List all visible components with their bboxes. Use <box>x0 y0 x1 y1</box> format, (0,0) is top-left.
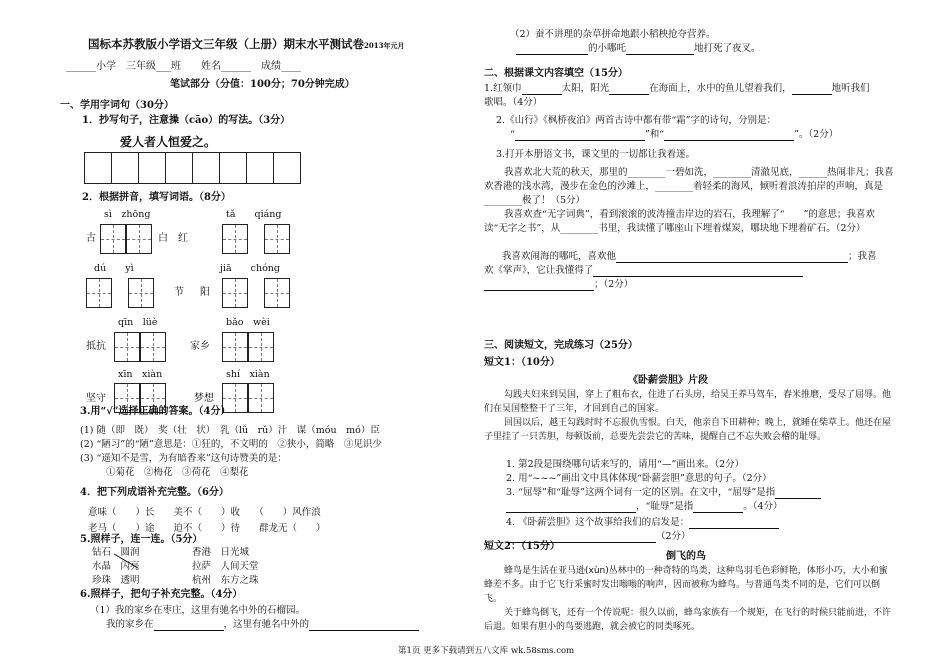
copy-box[interactable] <box>84 152 112 184</box>
r-q3-prompt: 3.打开本册语文书，课文里的一切都让我着迷。 <box>496 149 696 160</box>
pinyin-box[interactable] <box>86 278 112 308</box>
pinyin-label: xīn xiàn <box>118 369 163 380</box>
q6-blank-1[interactable] <box>154 619 224 631</box>
passage-1-q3-line-2 <box>506 500 783 513</box>
copy-box[interactable] <box>165 152 193 184</box>
section-2-heading: 二、根据课文内容填空（15分） <box>484 68 628 79</box>
r-q1-text-a: 1.红领巾 <box>484 83 522 94</box>
r-q3-line-5 <box>484 278 633 291</box>
pinyin-box[interactable] <box>100 224 126 254</box>
match-left-item[interactable]: 水晶 闪亮 <box>92 561 140 572</box>
q2-prompt: 2．根据拼音，填写词语。（8分） <box>82 192 231 203</box>
passage-1-q3-blank-3[interactable] <box>693 501 743 513</box>
pinyin-box[interactable] <box>128 278 154 308</box>
q6-fill-text-1: 我的家乡在 <box>106 619 154 630</box>
r-q1-text-d: 地听我们 <box>831 83 870 94</box>
r-top-blank-2[interactable] <box>626 43 694 55</box>
q4-row-1[interactable]: 意味（ ）长 美不（ ）收 （ ）风作浪 <box>88 507 321 518</box>
word-char: 古 <box>86 233 96 244</box>
r-q1-blank-2[interactable] <box>609 83 649 95</box>
r-top-line-2 <box>516 42 761 55</box>
word-char: 梦想 <box>194 393 214 404</box>
pinyin-box[interactable] <box>126 224 152 254</box>
q6-fill-line <box>106 618 419 631</box>
word-char: 阳 <box>200 287 210 298</box>
q6-blank-2[interactable] <box>309 619 419 631</box>
q1-sentence: 爱人者人恒爱之。 <box>120 135 217 149</box>
passage-1-title: 《卧薪尝胆》片段 <box>628 375 708 386</box>
r-q3-blank-b[interactable] <box>593 265 803 277</box>
r-q2-connector: ”和“ <box>644 129 665 140</box>
match-right-item[interactable]: 香港 日光城 <box>192 547 250 558</box>
passage-2-para-1: 蜂鸟是生活在亚马逊(xùn)丛林中的一种奇特的鸟类，这种鸟羽毛色彩鲜艳，体形小巧，大小和蜜蜂差不多。由于它飞行采蜜时发出嗡嗡的响声，因而被称为蜂鸟。与普通鸟类不同的是，它们可以倒飞。 <box>484 566 888 604</box>
passage-1-q4 <box>506 516 779 529</box>
copy-box[interactable] <box>273 152 301 184</box>
page-footer: 第1页 更多下载请到五八文库 wk.58sms.com <box>398 646 575 656</box>
r-q2-prompt: 2.《山行》《枫桥夜泊》两首古诗中都有带“霜”字的诗句，分别是： <box>496 115 777 126</box>
q3-item-1[interactable]: (1) 随（即 既） 奖（壮 状） 乳（lǚ rǔ）汁 谋（móu mó）臣 <box>80 425 380 436</box>
r-q1-blank-1[interactable] <box>522 83 562 95</box>
r-q3-text-c: 欢《掌声》，它让我懂得了 <box>484 265 594 276</box>
r-q1-end: 歌唱。（4分） <box>484 97 543 108</box>
pinyin-label: bǎo wèi <box>226 317 270 328</box>
pinyin-box[interactable] <box>222 278 248 308</box>
passage-2-para-2: 关于蜂鸟倒飞，还有一个传说呢：很久以前，蜂鸟家族有一个规矩，在飞行的时候只能前进，不许后退。如果有胆小的鸟要逃跑，就会被它的同类啄死。 <box>484 608 892 632</box>
r-q1-text-b: 太阳，阳光 <box>561 83 610 94</box>
word-char: 家乡 <box>190 341 210 352</box>
passage-1-q4-blank-1[interactable] <box>689 517 779 529</box>
word-char: 白 红 <box>158 233 188 244</box>
q3-options[interactable]: ①菊花 ②梅花 ③荷花 ④梨花 <box>106 467 249 478</box>
section-1-heading: 一、学用字词句（30分） <box>60 100 174 111</box>
r-q1-line <box>484 82 870 95</box>
match-left-item[interactable]: 钻石 圆润 <box>92 547 140 558</box>
pinyin-box[interactable] <box>140 332 166 362</box>
page-title <box>88 36 404 52</box>
passage-2-title: 倒飞的鸟 <box>666 551 706 562</box>
pinyin-box[interactable] <box>264 278 290 308</box>
r-q2-blank-1[interactable] <box>515 129 645 141</box>
match-example-line <box>112 552 142 572</box>
q5-prompt: 5.照样子，连一连。（5分） <box>80 534 203 545</box>
word-char: 坚守 <box>86 393 106 404</box>
pinyin-box[interactable] <box>248 332 274 362</box>
r-q1-text-c: 在海面上，水中的鱼儿望着我们， <box>649 83 792 94</box>
passage-1-q3-text-c: 。（4分） <box>743 501 783 512</box>
copy-box[interactable] <box>111 152 139 184</box>
r-q2-quote-open: “ <box>510 129 515 140</box>
r-top-line-1: （2）蚕不讲理的杂草拼命地跟小稻秧抢夺营养。 <box>510 29 716 40</box>
q6-example: （1）我的家乡在枣庄，这里有驰名中外的石榴园。 <box>90 605 306 616</box>
r-q2-blank-2[interactable] <box>664 129 794 141</box>
student-info-line: ______小学 三年级___班 姓名______ 成绩____ <box>66 61 301 72</box>
passage-1-q2: 2. 用“~~~”画出文中具体体现“卧薪尝胆”意思的句子。（2分） <box>506 473 772 484</box>
copy-box[interactable] <box>192 152 220 184</box>
q3-item-2[interactable]: (2) “陋习”的“陋”意思是：①狂的，不文明的 ②狭小，简略 ③见识少 <box>80 439 382 450</box>
section-subtitle: 笔试部分（分值：100分；70分钟完成） <box>170 79 355 90</box>
pinyin-box[interactable] <box>222 332 248 362</box>
q3-prompt: 3.用“√”选择正确的答案。（4分） <box>80 406 231 417</box>
passage-1-q3-text-a: 3. “屈辱”和“耻辱”这两个词有一定的区别。在文中，“屈辱”是指 <box>506 487 776 498</box>
word-char: 节 <box>174 287 184 298</box>
passage-1-q3 <box>506 486 821 499</box>
q3-item-3: (3) “遥知不是雪，为有暗香来”这句诗赞美的是： <box>80 453 287 464</box>
passage-1-para-2: 回国以后，越王勾践时时不忘报仇雪恨。白天，他亲自下田耕种；晚上，就睡在柴草上。他还在屋子里挂了一只苦胆，每顿饭前，总要先尝尝它的苦味，提醒自己不忘失败会稽的耻辱。 <box>484 418 892 442</box>
r-top-text-1: 的小哪吒 <box>588 43 627 54</box>
r-top-text-2: 地打死了夜叉。 <box>694 43 761 54</box>
r-q3-text-d: ；（2分） <box>594 279 634 290</box>
pinyin-label: tǎ qiáng <box>226 209 282 220</box>
section-3-heading: 三、阅读短文，完成练习（25分） <box>484 340 638 351</box>
passage-1-q3-blank-1[interactable] <box>775 487 821 499</box>
pinyin-label: jiā chóng <box>220 263 281 274</box>
match-left-item[interactable]: 珍珠 透明 <box>92 575 140 586</box>
q1-prompt: 1．抄写句子，注意操（cāo）的写法。（3分） <box>82 115 291 126</box>
copy-box[interactable] <box>219 152 247 184</box>
pinyin-box[interactable] <box>114 332 140 362</box>
r-q3-blank-a[interactable] <box>616 251 848 263</box>
page-title-text: 国标本苏教版小学语文三年级（上册）期末水平测试卷 <box>88 37 364 51</box>
match-right-item[interactable]: 杭州 东方之珠 <box>192 575 259 586</box>
passage-1-q1: 1. 第2段是围绕哪句话来写的，请用“—”画出来。（2分） <box>506 459 745 470</box>
pinyin-box[interactable] <box>222 224 248 254</box>
passage-1-label: 短文1：（10分） <box>484 357 560 368</box>
passage-1-para-1: 勾践夫妇来到吴国，穿上了粗布衣，住进了石头房，给吴王养马驾车，舂米推磨，受尽了屈辱。他们在吴国整整干了三年，才回到自己的国家。 <box>484 390 892 414</box>
pinyin-label: dú yì <box>94 263 134 274</box>
q4-prompt: 4．把下列成语补充完整。（6分） <box>80 487 229 498</box>
r-q3-blank-c[interactable] <box>484 279 594 291</box>
r-top-blank-1[interactable] <box>516 43 588 55</box>
copy-box[interactable] <box>138 152 166 184</box>
copy-box[interactable] <box>246 152 274 184</box>
passage-2-label: 短文2：（15分） <box>484 541 560 552</box>
pinyin-label: qīn lüè <box>118 317 158 328</box>
pinyin-box[interactable] <box>264 224 290 254</box>
passage-1-q4-score: （2分） <box>656 531 691 542</box>
passage-1-q4-text: 4. 《卧薪尝胆》这个故事给我们的启发是： <box>506 517 690 528</box>
r-q3-text-b: ；我喜 <box>848 251 877 262</box>
r-q1-blank-3[interactable] <box>792 83 832 95</box>
q4-row-2[interactable]: 老马（ ）途 迫不（ ）待 群龙无（ ） <box>88 523 326 534</box>
pinyin-label: sì zhōng <box>104 209 151 220</box>
pinyin-label: shí xiàn <box>226 369 270 380</box>
passage-1-q3-blank-2[interactable] <box>506 501 636 513</box>
passage-1-q3-text-b: ，“耻辱”是指 <box>636 501 694 512</box>
r-q3-para-1: 我喜欢北大荒的秋天，那里的________一碧如洗，________清澈见底，______热闹非凡；我喜欢香港的浅水湾，漫步在金色的沙滩上，________着轻柔的海风，倾听着浪涛拍岸的声响，真是________极了！（5分） <box>484 167 894 206</box>
r-q3-text-a: 我喜欢闹海的哪吒，喜欢他 <box>502 251 617 262</box>
r-q3-line-4 <box>484 264 803 277</box>
pinyin-box[interactable] <box>248 383 274 413</box>
r-q3-line-3 <box>502 250 877 263</box>
exam-date: 2013年元月 <box>364 41 405 50</box>
q6-prompt: 6.照样子，把句子补充完整。（4分） <box>80 589 243 600</box>
r-q3-para-2: 我喜欢查“无字词典”，看到滚滚的波涛撞击岸边的岩石，我理解了“ ”的意思；我喜欢读“无字之书”，从________书里，我读懂了哪座山下埋着煤炭，哪块地下埋着矿石。（2分） <box>484 209 875 234</box>
r-q2-close: ”。（2分） <box>794 129 839 140</box>
match-right-item[interactable]: 拉萨 人间天堂 <box>192 561 259 572</box>
q6-fill-text-2: ，这里有驰名中外的 <box>223 619 310 630</box>
word-char: 抵抗 <box>86 341 106 352</box>
r-q2-line <box>510 128 838 141</box>
